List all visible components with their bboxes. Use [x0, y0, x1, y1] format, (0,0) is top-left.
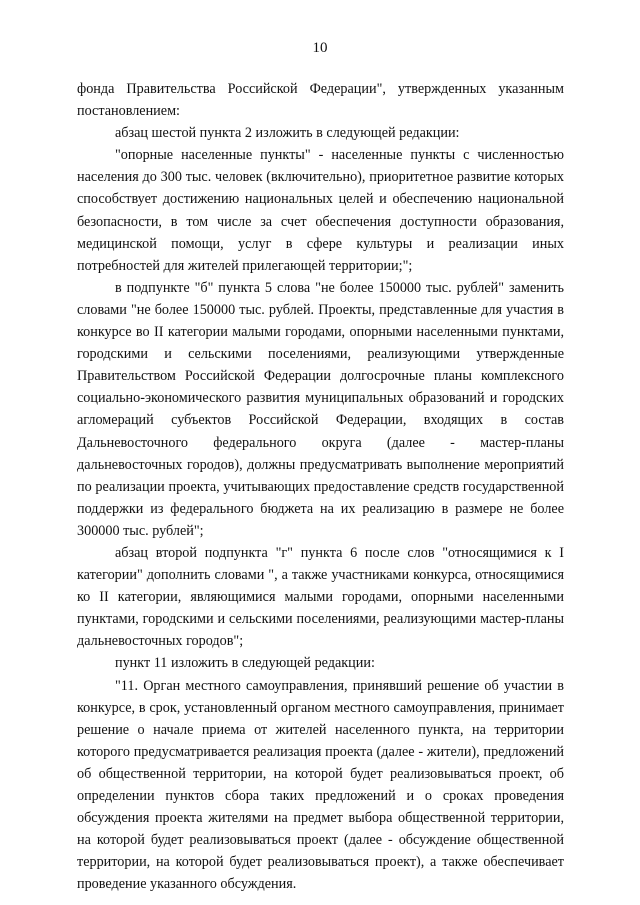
paragraph: абзац шестой пункта 2 изложить в следующей редакции:: [115, 125, 460, 142]
paragraph: "опорные населенные пункты" - населенные пункты с численностью населения до 300 тыс. человек (включительно), приоритетное развитие которых способствует достижению национальных целей и обеспечению национальной безопасности, в том числе за счет обеспечения доступности образования, медицинской помощи, услуг в сфере культуры и реализации иных потребностей для жителей прилегающей территории;";: [77, 147, 564, 274]
document-body: [77, 78, 564, 895]
page-number: 10: [312, 40, 328, 56]
paragraph: фонда Правительства Российской Федерации", утвержденных указанным постановлением:: [77, 81, 564, 120]
paragraph: абзац второй подпункта "г" пункта 6 после слов "относящимися к I категории" дополнить словами ", а также участниками конкурса, относящимися ко II категории, являющимися малыми городами, опорными населенными пунктами, городскими и сельскими поселениями, реализующими мастер-планы дальневосточных городов";: [77, 544, 564, 650]
paragraph: в подпункте "б" пункта 5 слова "не более 150000 тыс. рублей" заменить словами "не более 150000 тыс. рублей. Проекты, представленные для участия в конкурсе во II категории малыми городами, опорными населенными пунктами, городскими и сельскими поселениями, реализующими утвержденные Правительством Российской Федерации долгосрочные планы комплексного социально-экономического развития муниципальных образований и городских агломераций субъектов Российской Федерации, входящих в состав Дальневосточного федерального округа (далее - мастер-планы дальневосточных городов), должны предусматривать выполнение мероприятий по реализации проекта, учитывающих предоставление средств государственной поддержки из федерального бюджета на их реализацию в размере не более 300000 тыс. рублей";: [77, 279, 564, 539]
paragraph: пункт 11 изложить в следующей редакции:: [115, 655, 375, 672]
paragraph: "11. Орган местного самоуправления, принявший решение об участии в конкурсе, в срок, установленный органом местного самоуправления, принимает решение о начале приема от жителей населенного пункта, на территории которого предусматривается реализация проекта (далее - жители), предложений об общественной территории, на которой будет реализовываться проект, об определении пунктов сбора таких предложений и о сроках проведения обсуждения проекта жителями на предмет выбора общественной территории, на которой будет реализовываться проект (далее - обсуждение общественной территории, на которой будет реализовываться проект), а также обеспечивает проведение указанного обсуждения.: [77, 677, 564, 893]
